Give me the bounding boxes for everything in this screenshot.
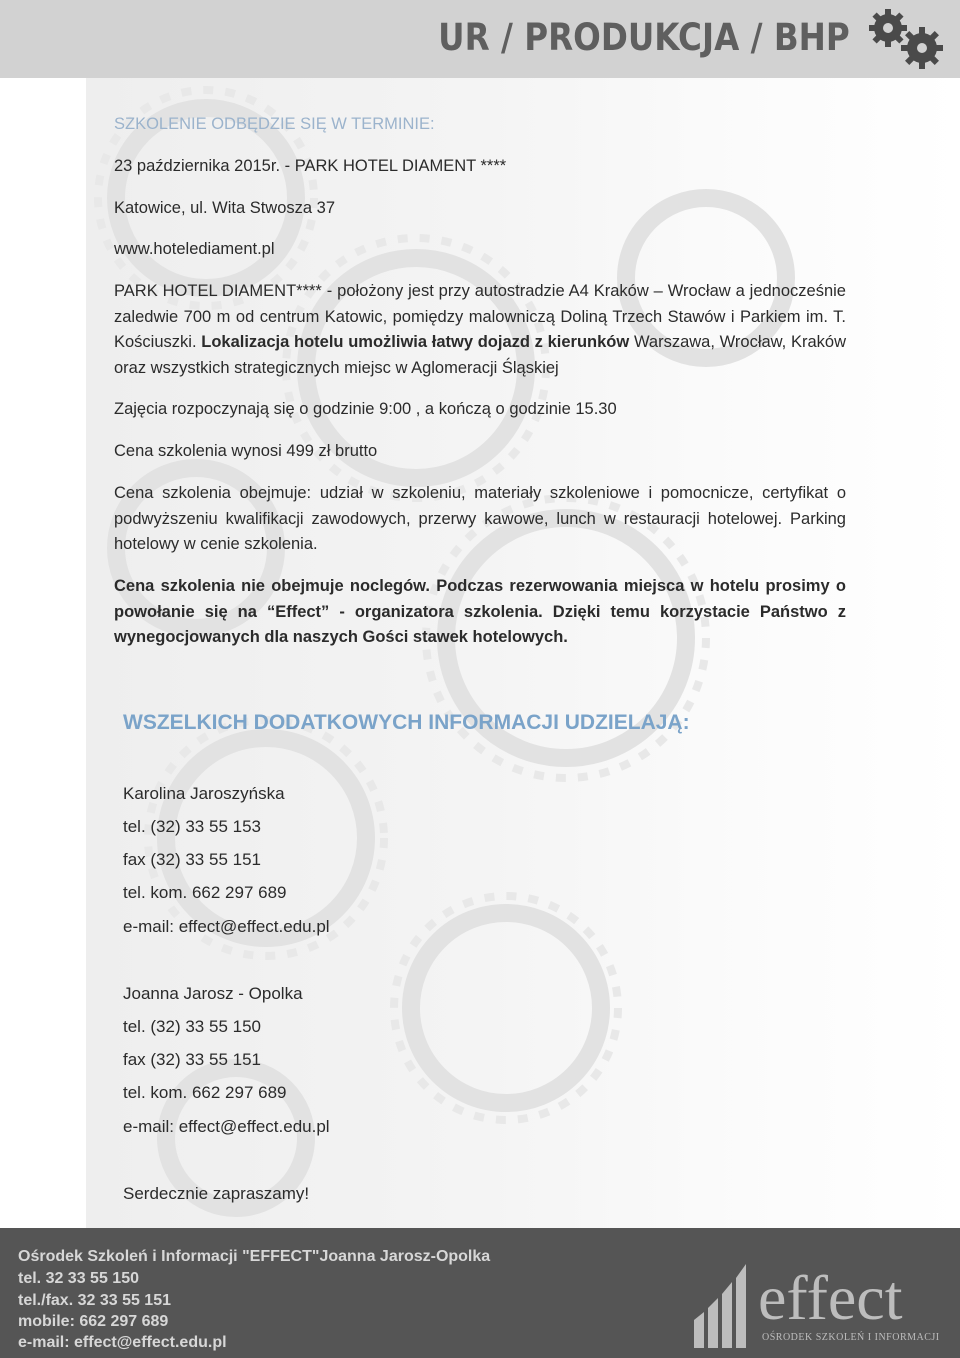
accommodation-note: Cena szkolenia nie obejmuje noclegów. Podczas rezerwowania miejsca w hotelu prosimy o powołanie się na “Effect” - organizatora szkolenia. Dzięki temu korzystacie Państwo z wynegocjowanych dla naszych Gości stawek hotelowych. <box>114 577 846 646</box>
hotel-address: Katowice, ul. Wita Stwosza 37 <box>114 199 336 217</box>
contact-name: Karolina Jaroszyńska <box>123 784 285 803</box>
contact-mobile: tel. kom. 662 297 689 <box>123 1083 287 1102</box>
gears-icon <box>858 2 948 76</box>
schedule: Zajęcia rozpoczynają się o godzinie 9:00 , a kończą o godzinie 15.30 <box>114 400 617 418</box>
footer-org: Ośrodek Szkoleń i Informacji "EFFECT"Joanna Jarosz-Opolka <box>18 1248 491 1265</box>
contact-mobile: tel. kom. 662 297 689 <box>123 883 287 902</box>
logo-tagline: OŚRODEK SZKOLEŃ I INFORMACJI <box>762 1332 940 1343</box>
footer-tel: tel. 32 33 55 150 <box>18 1270 139 1287</box>
closing-greeting: Serdecznie zapraszamy! <box>123 1184 310 1203</box>
term-label: SZKOLENIE ODBĘDZIE SIĘ W TERMINIE: <box>114 115 435 133</box>
date-venue: 23 października 2015r. - PARK HOTEL DIAMENT **** <box>114 157 507 175</box>
contact-fax: fax (32) 33 55 151 <box>123 1050 261 1069</box>
contact-tel: tel. (32) 33 55 150 <box>123 1017 261 1036</box>
price-includes: Cena szkolenia obejmuje: udział w szkoleniu, materiały szkoleniowe i pomocnicze, certyfikat o podwyższeniu kwalifikacji zawodowych, przerwy kawowe, lunch w restauracji hotelowej. Parking hotelowy w cenie szkolenia. <box>114 484 846 553</box>
footer-email-link[interactable]: e-mail: effect@effect.edu.pl <box>18 1334 227 1351</box>
contact-email-link[interactable]: e-mail: effect@effect.edu.pl <box>123 1117 330 1136</box>
hotel-website-link[interactable]: www.hotelediament.pl <box>114 240 275 258</box>
page-header <box>0 0 960 78</box>
price: Cena szkolenia wynosi 499 zł brutto <box>114 442 378 460</box>
contact-email-link[interactable]: e-mail: effect@effect.edu.pl <box>123 917 330 936</box>
info-heading: WSZELKICH DODATKOWYCH INFORMACJI UDZIELAJĄ: <box>123 711 690 734</box>
footer-mobile: mobile: 662 297 689 <box>18 1313 169 1330</box>
contact-tel: tel. (32) 33 55 153 <box>123 817 261 836</box>
hotel-description-text: PARK HOTEL DIAMENT**** - położony jest przy autostradzie A4 Kraków – Wrocław a jednocześnie zaledwie 700 m od centrum Katowic, pomiędzy malowniczą Doliną Trzech Stawów i Parkiem im. T. Kościuszki. <box>114 282 846 351</box>
hotel-location-text: Warszawa, Wrocław, Kraków oraz wszystkich strategicznych miejsc w Aglomeracji Śląskiej <box>114 333 846 377</box>
logo-wordmark: effect <box>758 1262 903 1333</box>
contact-fax: fax (32) 33 55 151 <box>123 850 261 869</box>
hotel-location-bold: Lokalizacja hotelu umożliwia łatwy dojazd z kierunków <box>201 333 630 351</box>
hotel-description <box>114 279 846 381</box>
footer-telfax: tel./fax. 32 33 55 151 <box>18 1292 171 1309</box>
contact-name: Joanna Jarosz - Opolka <box>123 984 303 1003</box>
page-title: UR / PRODUKCJA / BHP <box>438 16 850 59</box>
left-margin <box>0 78 86 1228</box>
logo-bars-icon <box>690 1258 750 1348</box>
